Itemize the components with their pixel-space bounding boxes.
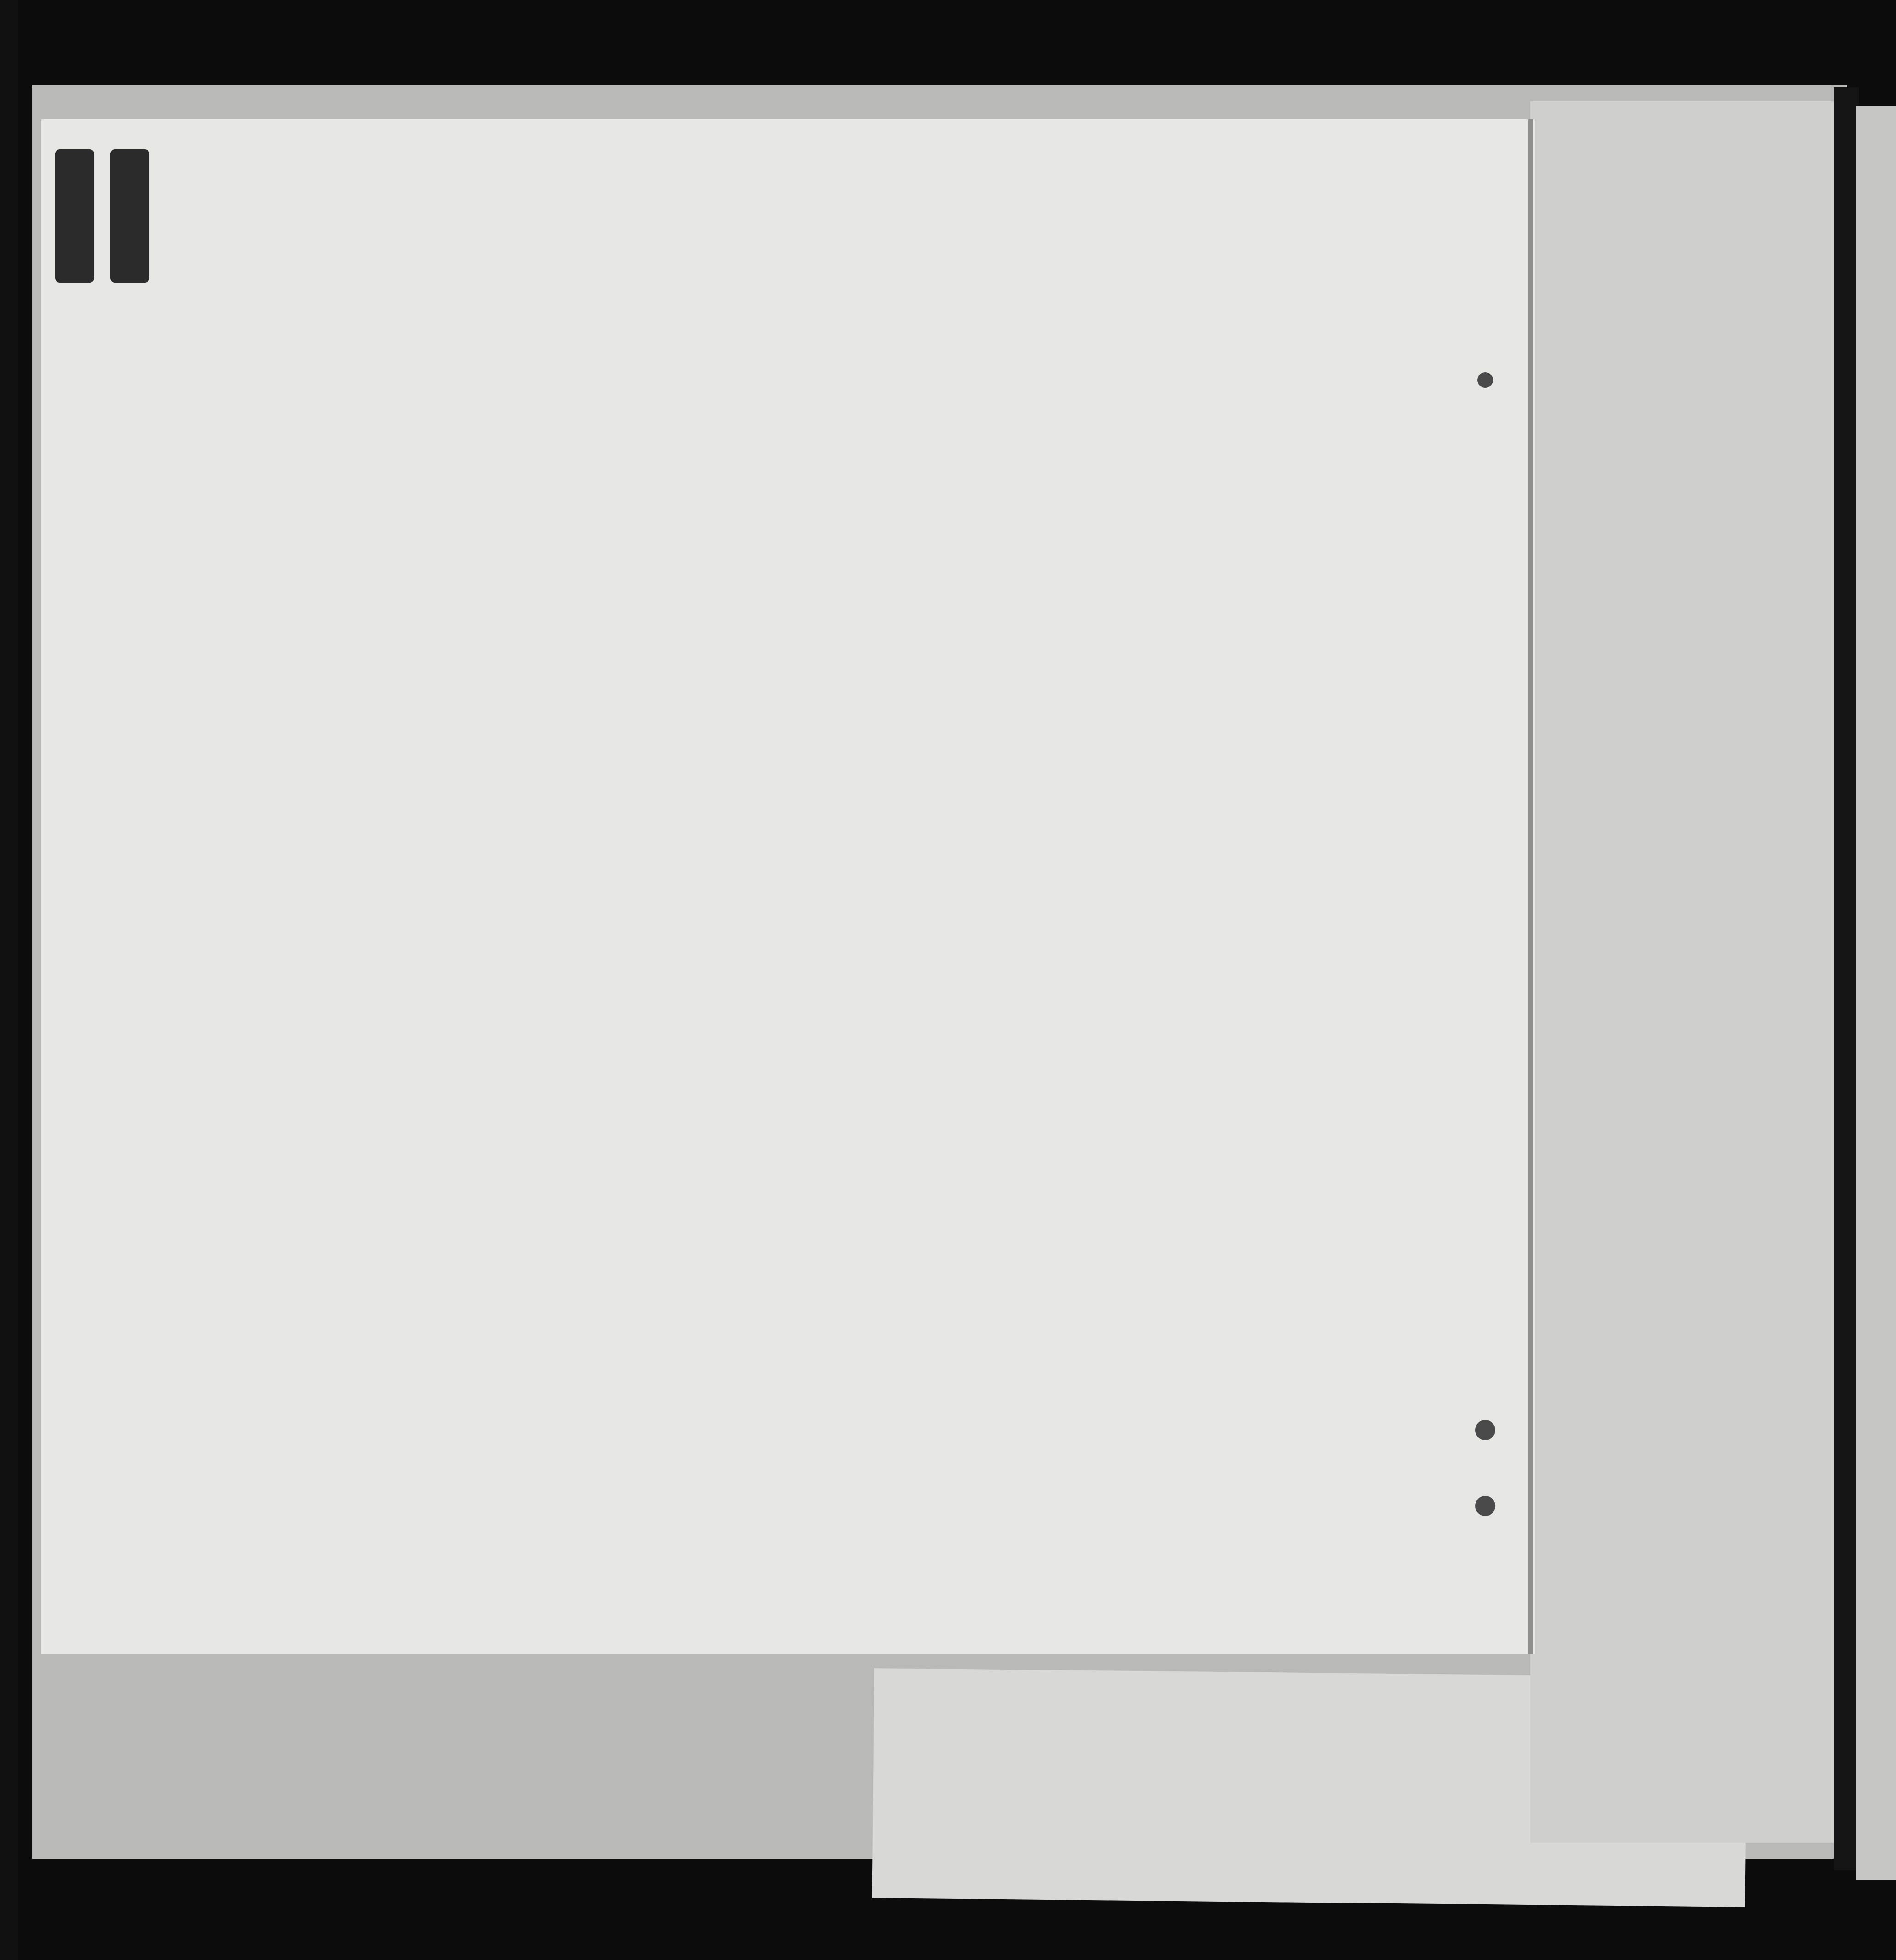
list-number-stamp <box>55 149 156 283</box>
sheet-edge <box>1528 119 1533 1654</box>
manifest-sheet <box>41 119 1535 1654</box>
punch-hole <box>1477 372 1493 388</box>
punch-hole <box>1475 1420 1495 1440</box>
continuation-sheet <box>1530 101 1843 1843</box>
film-seam <box>1834 87 1859 1870</box>
next-frame-edge <box>1856 106 1896 1880</box>
voyage-line <box>172 264 375 295</box>
punch-hole <box>1475 1496 1495 1516</box>
film-border <box>0 0 18 1960</box>
